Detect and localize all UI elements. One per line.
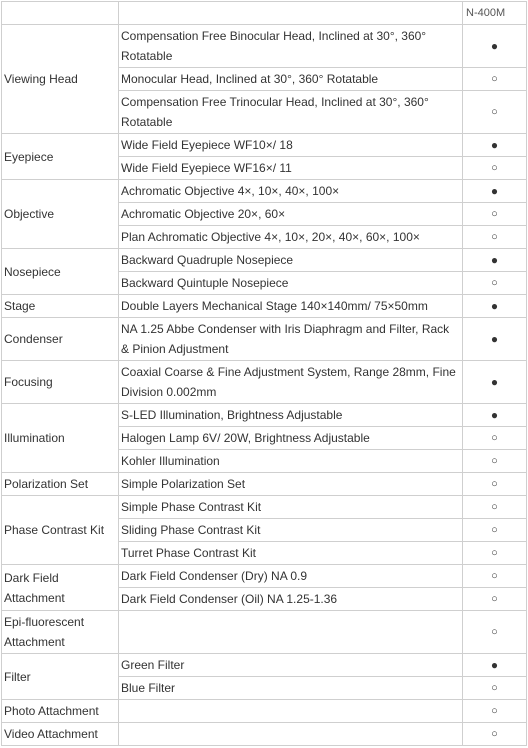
standard-mark-icon: ● <box>463 180 527 203</box>
header-blank-cell <box>2 2 119 25</box>
header-blank-cell <box>119 2 463 25</box>
description-cell: Double Layers Mechanical Stage 140×140mm/ 75×50mm <box>119 295 463 318</box>
description-cell: Turret Phase Contrast Kit <box>119 542 463 565</box>
table-row <box>2 654 527 677</box>
optional-mark-icon: ○ <box>463 496 527 519</box>
description-cell: Backward Quintuple Nosepiece <box>119 272 463 295</box>
table-row <box>2 496 527 519</box>
table-row <box>2 134 527 157</box>
description-cell: S-LED Illumination, Brightness Adjustable <box>119 404 463 427</box>
description-cell: Sliding Phase Contrast Kit <box>119 519 463 542</box>
description-cell: Simple Polarization Set <box>119 473 463 496</box>
category-cell: Epi-fluorescent Attachment <box>2 611 119 654</box>
description-cell: Backward Quadruple Nosepiece <box>119 249 463 272</box>
description-cell: Simple Phase Contrast Kit <box>119 496 463 519</box>
optional-mark-icon: ○ <box>463 68 527 91</box>
optional-mark-icon: ○ <box>463 565 527 588</box>
table-row <box>2 25 527 68</box>
standard-mark-icon: ● <box>463 295 527 318</box>
table-row <box>2 473 527 496</box>
category-cell: Filter <box>2 654 119 700</box>
spec-table-body <box>2 2 527 746</box>
standard-mark-icon: ● <box>463 654 527 677</box>
optional-mark-icon: ○ <box>463 723 527 746</box>
category-cell: Photo Attachment <box>2 700 119 723</box>
table-row <box>2 723 527 746</box>
optional-mark-icon: ○ <box>463 272 527 295</box>
table-row <box>2 611 527 654</box>
description-cell: Dark Field Condenser (Oil) NA 1.25-1.36 <box>119 588 463 611</box>
description-cell: Plan Achromatic Objective 4×, 10×, 20×, 40×, 60×, 100× <box>119 226 463 249</box>
description-cell: Dark Field Condenser (Dry) NA 0.9 <box>119 565 463 588</box>
description-cell <box>119 611 463 654</box>
table-row <box>2 700 527 723</box>
category-cell: Dark Field Attachment <box>2 565 119 611</box>
category-cell: Focusing <box>2 361 119 404</box>
optional-mark-icon: ○ <box>463 427 527 450</box>
category-cell: Polarization Set <box>2 473 119 496</box>
description-cell: Wide Field Eyepiece WF16×/ 11 <box>119 157 463 180</box>
description-cell: Wide Field Eyepiece WF10×/ 18 <box>119 134 463 157</box>
table-row <box>2 361 527 404</box>
optional-mark-icon: ○ <box>463 542 527 565</box>
description-cell <box>119 700 463 723</box>
table-row <box>2 404 527 427</box>
description-cell: Coaxial Coarse & Fine Adjustment System, Range 28mm, Fine Division 0.002mm <box>119 361 463 404</box>
table-row <box>2 318 527 361</box>
optional-mark-icon: ○ <box>463 226 527 249</box>
description-cell: Green Filter <box>119 654 463 677</box>
category-cell: Objective <box>2 180 119 249</box>
description-cell: Achromatic Objective 4×, 10×, 40×, 100× <box>119 180 463 203</box>
optional-mark-icon: ○ <box>463 473 527 496</box>
standard-mark-icon: ● <box>463 25 527 68</box>
spec-table <box>1 1 527 746</box>
table-row <box>2 295 527 318</box>
standard-mark-icon: ● <box>463 404 527 427</box>
description-cell: Achromatic Objective 20×, 60× <box>119 203 463 226</box>
optional-mark-icon: ○ <box>463 700 527 723</box>
optional-mark-icon: ○ <box>463 677 527 700</box>
description-cell: Compensation Free Trinocular Head, Inclined at 30°, 360° Rotatable <box>119 91 463 134</box>
description-cell: Compensation Free Binocular Head, Inclined at 30°, 360° Rotatable <box>119 25 463 68</box>
standard-mark-icon: ● <box>463 361 527 404</box>
category-cell: Video Attachment <box>2 723 119 746</box>
model-header: N-400M <box>463 2 527 25</box>
category-cell: Phase Contrast Kit <box>2 496 119 565</box>
optional-mark-icon: ○ <box>463 203 527 226</box>
standard-mark-icon: ● <box>463 249 527 272</box>
category-cell: Illumination <box>2 404 119 473</box>
category-cell: Stage <box>2 295 119 318</box>
table-row <box>2 249 527 272</box>
standard-mark-icon: ● <box>463 134 527 157</box>
optional-mark-icon: ○ <box>463 588 527 611</box>
header-row <box>2 2 527 25</box>
category-cell: Viewing Head <box>2 25 119 134</box>
optional-mark-icon: ○ <box>463 91 527 134</box>
optional-mark-icon: ○ <box>463 611 527 654</box>
description-cell: Blue Filter <box>119 677 463 700</box>
category-cell: Eyepiece <box>2 134 119 180</box>
optional-mark-icon: ○ <box>463 450 527 473</box>
standard-mark-icon: ● <box>463 318 527 361</box>
optional-mark-icon: ○ <box>463 157 527 180</box>
category-cell: Nosepiece <box>2 249 119 295</box>
description-cell: Monocular Head, Inclined at 30°, 360° Rotatable <box>119 68 463 91</box>
category-cell: Condenser <box>2 318 119 361</box>
table-row <box>2 565 527 588</box>
table-row <box>2 180 527 203</box>
description-cell: Kohler Illumination <box>119 450 463 473</box>
description-cell: NA 1.25 Abbe Condenser with Iris Diaphragm and Filter, Rack & Pinion Adjustment <box>119 318 463 361</box>
description-cell: Halogen Lamp 6V/ 20W, Brightness Adjustable <box>119 427 463 450</box>
description-cell <box>119 723 463 746</box>
optional-mark-icon: ○ <box>463 519 527 542</box>
